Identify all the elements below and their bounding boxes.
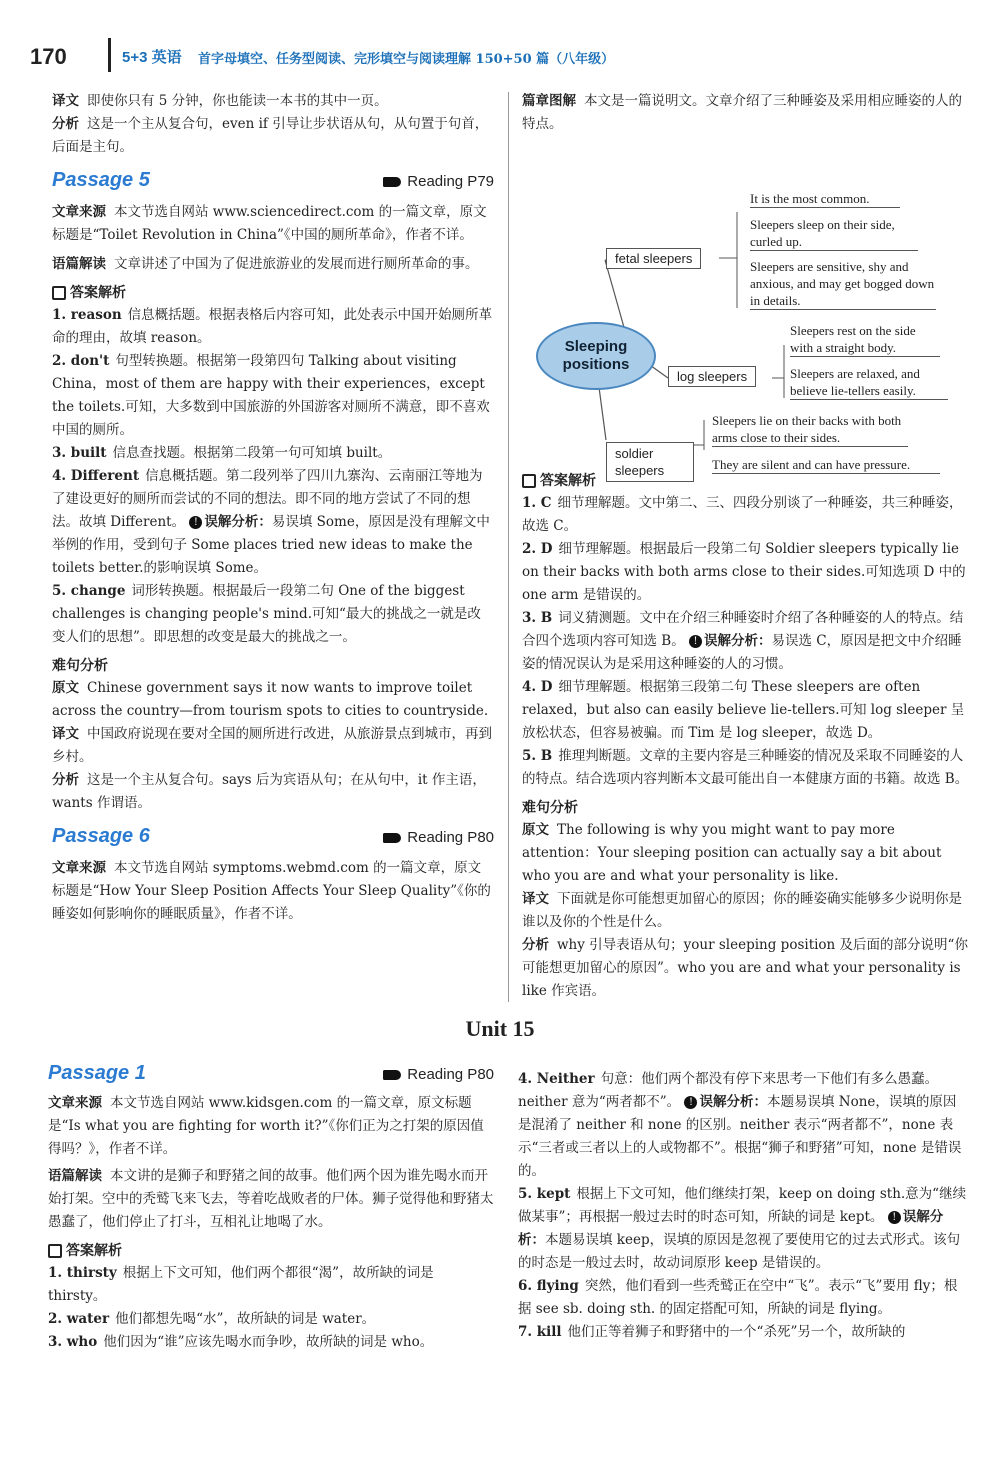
mind-map-center: Sleeping positions <box>536 322 656 390</box>
page-header <box>18 38 978 72</box>
pointing-hand-icon <box>383 833 401 843</box>
answer-list <box>52 304 494 649</box>
reading-ref: Reading P79 <box>383 173 494 190</box>
answer-item: 5. B 推理判断题。文章的主要内容是三种睡姿的情况及采取不同睡姿的人的特点。结合选项内容判断本文最可能出自一本健康方面的书籍。故选 B。 <box>522 748 969 787</box>
original-text: 原文 The following is why you might want to pay more attention：Your sleeping position can actually say a bit about who you are and what your personality is like. <box>522 822 942 884</box>
mind-map-leaf: It is the most common. <box>750 190 900 208</box>
warning-icon: ! <box>888 1211 901 1224</box>
answer-list <box>522 492 970 791</box>
answer-item: 2. water 他们都想先喝“水”，故所缺的词是 water。 <box>48 1311 376 1327</box>
header-divider <box>108 38 111 72</box>
right-column <box>522 90 970 1010</box>
column-divider <box>508 92 509 1002</box>
answer-item: 4. D 细节理解题。根据第三段第二句 These sleepers are often relaxed，but also can easily believe lie-tellers.可知 log sleeper 呈放松状态，但容易被骗。而 Tim 是 log sleeper，故选 D。 <box>522 679 965 741</box>
analysis: 分析 这是一个主从复合句，even if 引导让步状语从句，从句置于句首，后面是主句。 <box>52 116 489 155</box>
warning-icon: ! <box>689 635 702 648</box>
answer-item: 5. change 词形转换题。根据最后一段第二句 One of the biggest challenges is changing people's mind.可知“最大的挑战之一就是改变人们的思想”。即思想的改变是最大的挑战之一。 <box>52 583 481 645</box>
passage6-heading <box>52 825 494 857</box>
analysis: 分析 why 引导表语从句；your sleeping position 及后面的部分说明“你可能想更加留心的原因”。who you are and what your personality is like 作宾语。 <box>522 937 968 999</box>
left-column <box>52 90 494 926</box>
mind-map-leaf: Sleepers lie on their backs with both arms close to their sides. <box>712 412 908 447</box>
mind-map-leaf: Sleepers rest on the side with a straight body. <box>790 322 940 357</box>
reading-ref: Reading P80 <box>383 1066 494 1083</box>
passage-title: Passage 5 <box>52 169 150 191</box>
source: 文章来源 本文节选自网站 www.sciencedirect.com 的一篇文章，原文标题是“Toilet Revolution in China”《中国的厕所革命》，作者不详。 <box>52 204 487 243</box>
warning-icon: ! <box>684 1096 697 1109</box>
unit15-left-column <box>48 1062 494 1354</box>
answer-item: 7. kill 他们正等着狮子和野猪中的一个“杀死”另一个，故所缺的 <box>518 1324 906 1340</box>
answer-item: 4. Different 信息概括题。第二段列举了四川九寨沟、云南丽江等地为了建设更好的厕所而尝试的不同的想法。即不同的地方尝试了不同的想法。故填 Different。 ! 误解分析：易误填 Some，原因是没有理解文中举例的作用，受到句子 Some places tried new ideas to make the toilets better.的影响误填 Some。 <box>52 468 490 576</box>
mind-map-leaf: Sleepers sleep on their side, curled up. <box>750 216 918 251</box>
source: 文章来源 本文节选自网站 symptoms.webmd.com 的一篇文章，原文标题是“How Your Sleep Position Affects Your Sleep Quality”《你的睡姿如何影响你的睡眠质量》，作者不详。 <box>52 860 491 922</box>
answer-item: 3. B 词义猜测题。文中在介绍三种睡姿时介绍了各种睡姿的人的特点。结合四个选项内容可知选 B。 ! 误解分析：易误选 C，原因是把文中介绍睡姿的情况误认为是采用这种睡姿的人的习惯。 <box>522 610 964 672</box>
passage1-heading <box>48 1062 494 1092</box>
soldier-sleepers-box: soldier sleepers <box>606 442 694 482</box>
answers-heading: 答案解析 <box>52 282 494 302</box>
translation: 译文 下面就是你可能想更加留心的原因；你的睡姿确实能够多少说明你是谁以及你的个性是什么。 <box>522 891 962 930</box>
analysis: 分析 这是一个主从复合句。says 后为宾语从句；在从句中，it 作主语，wants 作谓语。 <box>52 772 486 811</box>
mind-map <box>522 140 970 478</box>
answers-heading: 答案解析 <box>522 470 970 490</box>
brand-logo: 5+3 英语 <box>122 49 182 66</box>
passage5-heading <box>52 169 494 201</box>
summary: 语篇解读 文章讲述了中国为了促进旅游业的发展而进行厕所革命的事。 <box>52 256 479 272</box>
mind-map-leaf: Sleepers are relaxed, and believe lie-tellers easily. <box>790 365 948 400</box>
passage-title: Passage 1 <box>48 1062 146 1084</box>
hard-sentence-heading: 难句分析 <box>52 658 108 674</box>
log-sleepers-box: log sleepers <box>668 366 756 387</box>
mind-map-leaf: They are silent and can have pressure. <box>712 456 940 474</box>
answer-item: 3. built 信息查找题。根据第二段第一句可知填 built。 <box>52 445 392 461</box>
lock-icon <box>52 286 66 300</box>
warning-icon: ! <box>189 516 202 529</box>
lock-icon <box>522 474 536 488</box>
answer-item: 1. thirsty 根据上下文可知，他们两个都很“渴”，故所缺的词是 thirsty。 <box>48 1265 434 1304</box>
answer-item: 2. don't 句型转换题。根据第一段第四句 Talking about visiting China，most of them are happy with their experiences，except the toilets.可知，大多数到中国旅游的外国游客对厕所不满意，即不喜欢中国的厕所。 <box>52 353 490 438</box>
pointing-hand-icon <box>383 177 401 187</box>
page-number: 170 <box>30 44 67 69</box>
answer-item: 3. who 他们因为“谁”应该先喝水而争吵，故所缺的词是 who。 <box>48 1334 434 1350</box>
summary: 语篇解读 本文讲的是狮子和野猪之间的故事。他们两个因为谁先喝水而开始打架。空中的秃鹫飞来飞去，等着吃战败者的尸体。狮子觉得他和野猪太愚蠢了，他们停止了打斗，互相礼让地喝了水。 <box>48 1168 494 1230</box>
translation: 译文 中国政府说现在要对全国的厕所进行改进，从旅游景点到城市，再到乡村。 <box>52 726 492 765</box>
original-text: 原文 Chinese government says it now wants to improve toilet across the country—from tourism spots to cities to countryside. <box>52 680 489 719</box>
unit-title: Unit 15 <box>465 1016 535 1041</box>
passage-title: Passage 6 <box>52 825 150 847</box>
answer-item: 1. reason 信息概括题。根据表格后内容可知，此处表示中国开始厕所革命的理由，故填 reason。 <box>52 307 493 346</box>
lock-icon <box>48 1244 62 1258</box>
mind-map-leaf: Sleepers are sensitive, shy and anxious, and may get bogged down in details. <box>750 259 935 308</box>
reading-ref: Reading P80 <box>383 829 494 846</box>
answer-item: 6. flying 突然，他们看到一些秃鹫正在空中“飞”。表示“飞”要用 fly；根据 see sb. doing sth. 的固定搭配可知，所缺的词是 flying。 <box>518 1278 958 1317</box>
source: 文章来源 本文节选自网站 www.kidsgen.com 的一篇文章，原文标题是“Is what you are fighting for worth it?”《你们正为之打架的原因值得吗？》，作者不详。 <box>48 1095 484 1157</box>
unit15-right-column <box>518 1068 968 1344</box>
pointing-hand-icon <box>383 1070 401 1080</box>
answers-heading: 答案解析 <box>48 1240 494 1260</box>
translation: 译文 即使你只有 5 分钟，你也能读一本书的其中一页。 <box>52 93 388 109</box>
book-title: 首字母填空、任务型阅读、完形填空与阅读理解 150+50 篇（八年级） <box>198 52 615 67</box>
answer-item: 1. C 细节理解题。文中第二、三、四段分别谈了一种睡姿，共三种睡姿，故选 C。 <box>522 495 963 534</box>
hard-sentence-heading: 难句分析 <box>522 800 578 816</box>
answer-item: 5. kept 根据上下文可知，他们继续打架，keep on doing sth.意为“继续做某事”；再根据一般过去时的时态可知，所缺的词是 kept。 ! 误解分析：本题易误填 keep，误填的原因是忽视了要使用它的过去式形式。该句的时态是一般过去时，故动词原形 keep 是错误的。 <box>518 1186 967 1271</box>
answer-item: 4. Neither 句意：他们两个都没有停下来思考一下他们有多么愚蠢。neither 意为“两者都不”。 ! 误解分析：本题易误填 None，误填的原因是混淆了 neither 和 none 的区别。neither 表示“两者都不”，none 表示“三者或三者以上的人或物都不”。根据“狮子和野猪”可知，none 是错误的。 <box>518 1071 962 1179</box>
summary: 篇章图解 本文是一篇说明文。文章介绍了三种睡姿及采用相应睡姿的人的特点。 <box>522 93 962 132</box>
answer-item: 2. D 细节理解题。根据最后一段第二句 Soldier sleepers typically lie on their backs with both arms close to their sides.可知选项 D 中的 one arm 是错误的。 <box>522 541 966 603</box>
fetal-sleepers-box: fetal sleepers <box>606 248 701 269</box>
